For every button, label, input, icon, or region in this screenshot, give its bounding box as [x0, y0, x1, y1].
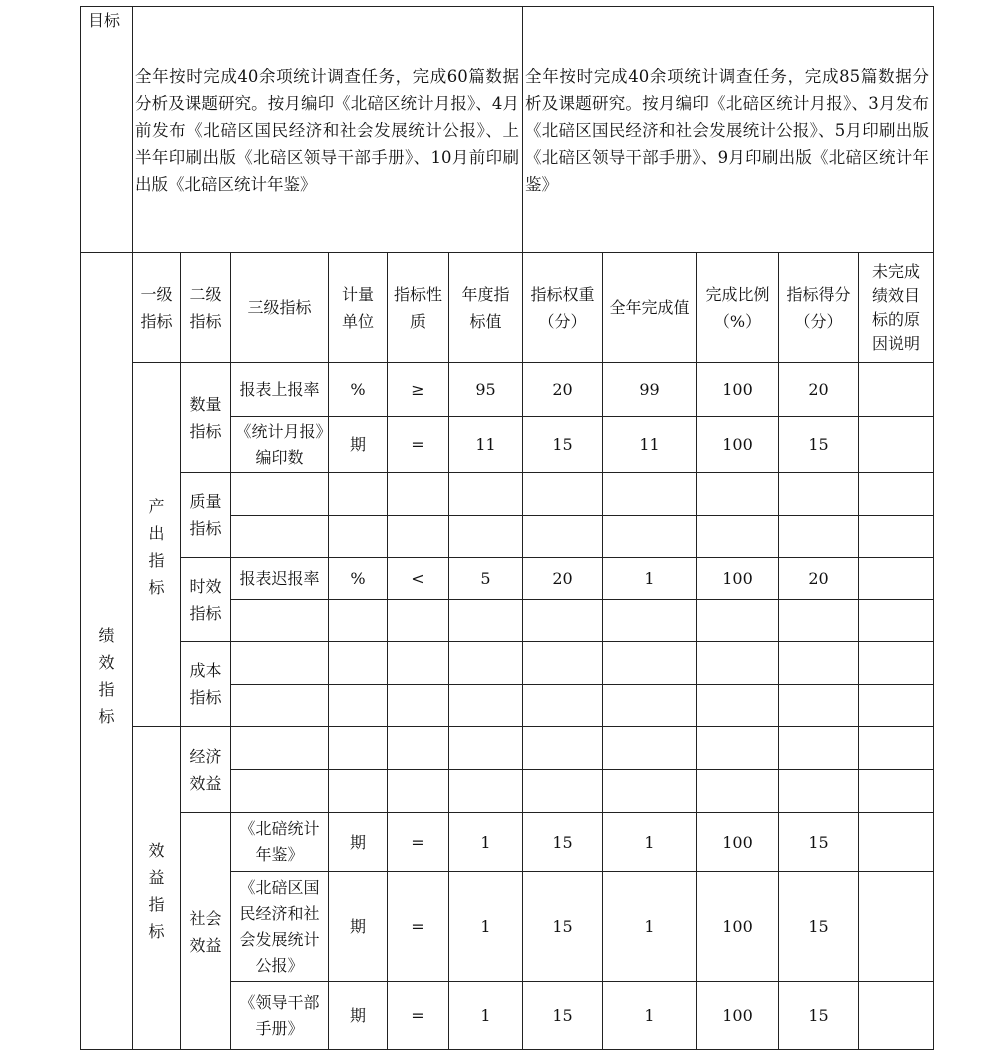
rule-quality-mid [230, 515, 934, 516]
rule-output-bottom [132, 726, 934, 727]
header-reason-cell: 未完成绩效目标的原因说明 [871, 261, 920, 353]
cell-target: 11 [475, 435, 496, 454]
header-level3: 三级指标 [247, 298, 312, 317]
cell-score: 20 [808, 569, 829, 588]
header-ratio: 完成比例（%） [705, 284, 770, 331]
cell-unit: % [350, 380, 366, 399]
goal-actual-text: 全年按时完成40余项统计调查任务，完成85篇数据分析及课题研究。按月编印《北碚区统计月报》、3月发布《北碚区国民经济和社会发展统计公报》、5月印刷出版《北碚区领导干部手册》、9月印刷出版《北碚区统计年鉴》 [525, 67, 929, 194]
cell-target: 1 [480, 1006, 491, 1025]
cell-weight: 20 [552, 569, 573, 588]
cell-reason [859, 363, 933, 416]
cell-nature: ≥ [411, 380, 425, 399]
level2-quantity-cell: 数量指标 [189, 394, 222, 441]
cell-ratio: 100 [722, 832, 753, 852]
cell-target: 95 [475, 380, 496, 399]
header-target: 年度指标值 [461, 284, 510, 331]
cell-nature: = [411, 917, 425, 936]
cell-ratio: 100 [722, 380, 753, 399]
cell-weight: 15 [552, 435, 573, 454]
goal-label: 目标 [88, 11, 121, 30]
header-actual: 全年完成值 [609, 298, 690, 317]
cell-score: 20 [808, 380, 829, 399]
cell-actual: 1 [644, 832, 655, 852]
rule-row2 [180, 472, 934, 473]
border-top [80, 6, 934, 7]
cell-reason [859, 813, 933, 871]
header-level1: 一级指标 [140, 284, 173, 331]
level2-cost: 成本指标 [189, 661, 222, 707]
cell-reason [859, 982, 933, 1049]
cell-weight: 15 [552, 1006, 573, 1025]
border-left [80, 6, 81, 1050]
cell-ratio: 100 [722, 917, 753, 936]
cell-name: 《领导干部手册》 [239, 992, 320, 1038]
cell-target: 1 [480, 917, 491, 936]
cell-weight: 15 [552, 832, 573, 852]
cell-score: 15 [808, 917, 829, 936]
header-unit: 计量单位 [341, 284, 374, 331]
cell-reason [859, 417, 933, 472]
cell-name: 《北碚统计年鉴》 [239, 819, 320, 864]
header-nature: 指标性质 [394, 284, 443, 331]
cell-ratio: 100 [722, 1006, 753, 1025]
level2-quality: 质量指标 [189, 492, 222, 538]
cell-unit: 期 [349, 435, 366, 454]
rule-time-mid [230, 599, 934, 600]
cell-unit: 期 [349, 917, 366, 936]
header-level2: 二级指标 [189, 284, 222, 331]
cell-actual: 11 [639, 435, 660, 454]
perf-label: 绩效指标 [98, 626, 115, 726]
cell-score: 15 [808, 435, 829, 454]
cell-name: 报表迟报率 [239, 568, 320, 588]
cell-target: 5 [480, 569, 491, 588]
cell-reason [859, 558, 933, 599]
goal-planned-text: 全年按时完成40余项统计调查任务，完成60篇数据分析及课题研究。按月编印《北碚区统计月报》、4月前发布《北碚区国民经济和社会发展统计公报》、上半年印刷出版《北碚区领导干部手册》、10月前印刷出版《北碚区统计年鉴》 [135, 67, 519, 194]
rule-time-bottom [180, 641, 934, 642]
cell-target: 1 [480, 832, 491, 852]
performance-table [80, 6, 934, 1050]
level1-output: 产出指标 [148, 497, 165, 597]
level2-social: 社会效益 [189, 908, 222, 955]
cell-unit: % [350, 569, 366, 588]
cell-unit: 期 [349, 1006, 366, 1025]
cell-nature: = [411, 435, 425, 454]
cell-reason [859, 872, 933, 981]
cell-weight: 15 [552, 917, 573, 936]
cell-name: 报表上报率 [239, 379, 320, 399]
level1-benefit: 效益指标 [148, 841, 165, 941]
cell-unit: 期 [349, 832, 366, 852]
cell-name: 《统计月报》编印数 [235, 421, 324, 467]
rule-cost-mid [230, 684, 934, 685]
cell-nature: = [411, 1006, 425, 1025]
cell-score: 15 [808, 832, 829, 852]
cell-ratio: 100 [722, 569, 753, 588]
cell-ratio: 100 [722, 435, 753, 454]
level2-economic: 经济效益 [189, 746, 222, 793]
cell-actual: 1 [644, 569, 655, 588]
border-right [933, 6, 934, 1050]
cell-weight: 20 [552, 380, 573, 399]
cell-score: 15 [808, 1006, 829, 1025]
level2-timeliness: 时效指标 [189, 576, 222, 623]
rule-econ-mid [230, 769, 934, 770]
cell-actual: 1 [644, 1006, 655, 1025]
header-weight: 指标权重（分） [530, 284, 595, 331]
header-score: 指标得分（分） [786, 284, 851, 331]
cell-nature: < [411, 569, 425, 588]
cell-name: 《北碚区国民经济和社会发展统计公报》 [239, 877, 320, 975]
cell-nature: = [411, 832, 425, 852]
cell-actual: 99 [639, 380, 660, 399]
cell-actual: 1 [644, 917, 655, 936]
